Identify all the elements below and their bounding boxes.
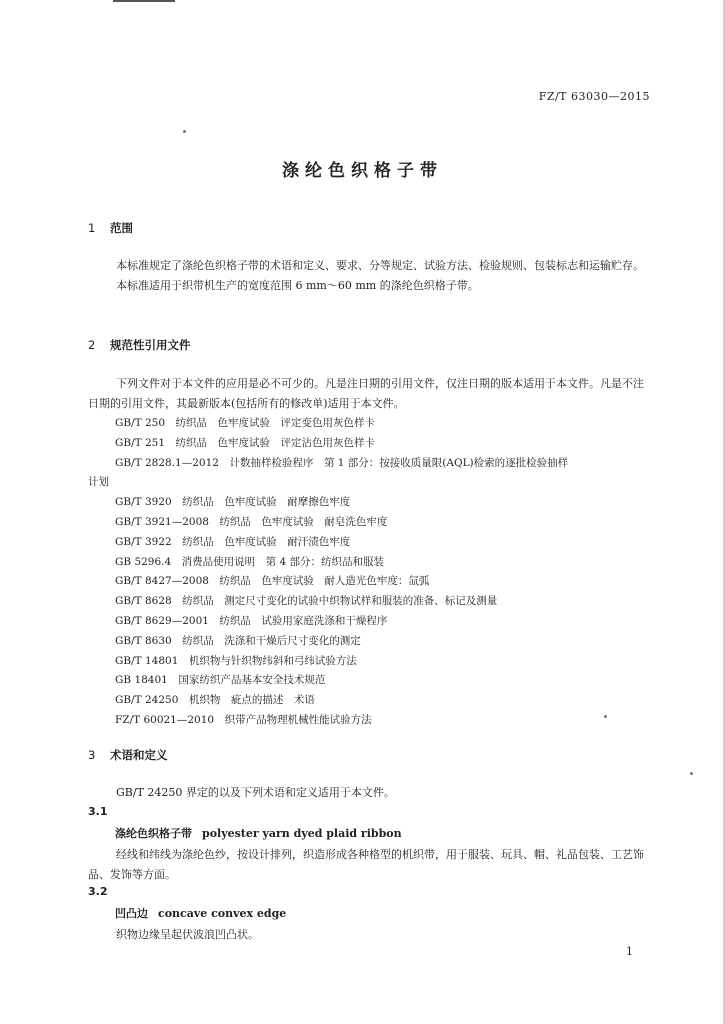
reference-item: GB/T 8630 纺织品 洗涤和干燥后尺寸变化的测定 xyxy=(115,634,361,647)
references-intro xyxy=(88,374,654,413)
reference-item: GB/T 3921—2008 纺织品 色牢度试验 耐皂洗色牢度 xyxy=(115,515,388,528)
scope-text-1: 本标准规定了涤纶色织格子带的术语和定义、要求、分等规定、试验方法、检验规则、包装标志和运输贮存。 xyxy=(116,259,644,272)
section-title: 术语和定义 xyxy=(110,748,168,762)
term-definition xyxy=(88,925,654,945)
term-heading xyxy=(115,825,402,841)
term-english: polyester yarn dyed plaid ribbon xyxy=(202,827,402,840)
term-definition-text: 织物边缘呈起伏波浪凹凸状。 xyxy=(116,928,259,941)
section-number: 2 xyxy=(88,338,96,352)
reference-item-continuation: 计划 xyxy=(88,476,109,489)
reference-item: GB/T 8629—2001 纺织品 试验用家庭洗涤和干燥程序 xyxy=(115,614,388,627)
reference-item: FZ/T 60021—2010 织带产品物理机械性能试验方法 xyxy=(115,713,372,726)
terms-intro-text: GB/T 24250 界定的以及下列术语和定义适用于本文件。 xyxy=(116,786,395,799)
page-number: 1 xyxy=(626,945,633,958)
reference-item: GB/T 3922 纺织品 色牢度试验 耐汗渍色牢度 xyxy=(115,535,351,548)
term-number: 3.2 xyxy=(88,885,108,898)
term-number: 3.1 xyxy=(88,805,108,818)
reference-item: GB 5296.4 消费品使用说明 第 4 部分：纺织品和服装 xyxy=(115,555,385,568)
reference-item: GB/T 3920 纺织品 色牢度试验 耐摩擦色牢度 xyxy=(115,496,351,509)
term-chinese: 涤纶色织格子带 xyxy=(115,827,192,840)
term-heading xyxy=(115,905,286,921)
standard-number: FZ/T 63030—2015 xyxy=(538,90,650,103)
document-title: 涤纶色织格子带 xyxy=(282,161,443,181)
section-1-heading xyxy=(88,220,133,236)
section-2-heading xyxy=(88,337,191,353)
reference-item: GB/T 24250 机织物 疵点的描述 术语 xyxy=(115,694,315,707)
reference-item: GB/T 250 纺织品 色牢度试验 评定变色用灰色样卡 xyxy=(115,417,376,429)
scan-speck xyxy=(183,130,186,133)
top-edge-line xyxy=(113,0,175,2)
references-intro-text: 下列文件对于本文件的应用是必不可少的。凡是注日期的引用文件，仅注日期的版本适用于本文件。凡是不注日期的引用文件，其最新版本(包括所有的修改单)适用于本文件。 xyxy=(88,377,644,410)
scope-text-2: 本标准适用于织带机生产的宽度范围 6 mm～60 mm 的涤纶色织格子带。 xyxy=(116,278,479,292)
scope-paragraph xyxy=(88,256,654,295)
reference-item: GB/T 8427—2008 纺织品 色牢度试验 耐人造光色牢度：氙弧 xyxy=(115,575,430,588)
section-3-heading xyxy=(88,747,168,763)
term-definition-text: 经线和纬线为涤纶色纱，按设计排列，织造形成各种格型的机织带，用于服装、玩具、帽、礼品包装、工艺饰品、发饰等方面。 xyxy=(88,848,644,881)
reference-item: GB/T 251 纺织品 色牢度试验 评定沾色用灰色样卡 xyxy=(115,436,376,449)
reference-item: GB 18401 国家纺织产品基本安全技术规范 xyxy=(115,674,326,687)
reference-item: GB/T 2828.1—2012 计数抽样检验程序 第 1 部分：按接收质量限(AQL)检索的逐批检验抽样 xyxy=(115,456,569,469)
section-number: 3 xyxy=(88,748,96,762)
reference-list xyxy=(88,414,668,731)
section-title: 规范性引用文件 xyxy=(110,338,191,352)
term-definition xyxy=(88,845,654,884)
section-number: 1 xyxy=(88,221,96,235)
section-title: 范围 xyxy=(110,221,133,235)
term-english: concave convex edge xyxy=(158,907,287,920)
reference-item: GB/T 8628 纺织品 测定尺寸变化的试验中织物试样和服装的准备、标记及测量 xyxy=(115,595,498,608)
reference-item: GB/T 14801 机织物与针织物纬斜和弓纬试验方法 xyxy=(115,654,357,667)
scan-speck xyxy=(690,772,693,775)
term-chinese: 凹凸边 xyxy=(115,907,148,920)
terms-intro xyxy=(88,783,654,803)
